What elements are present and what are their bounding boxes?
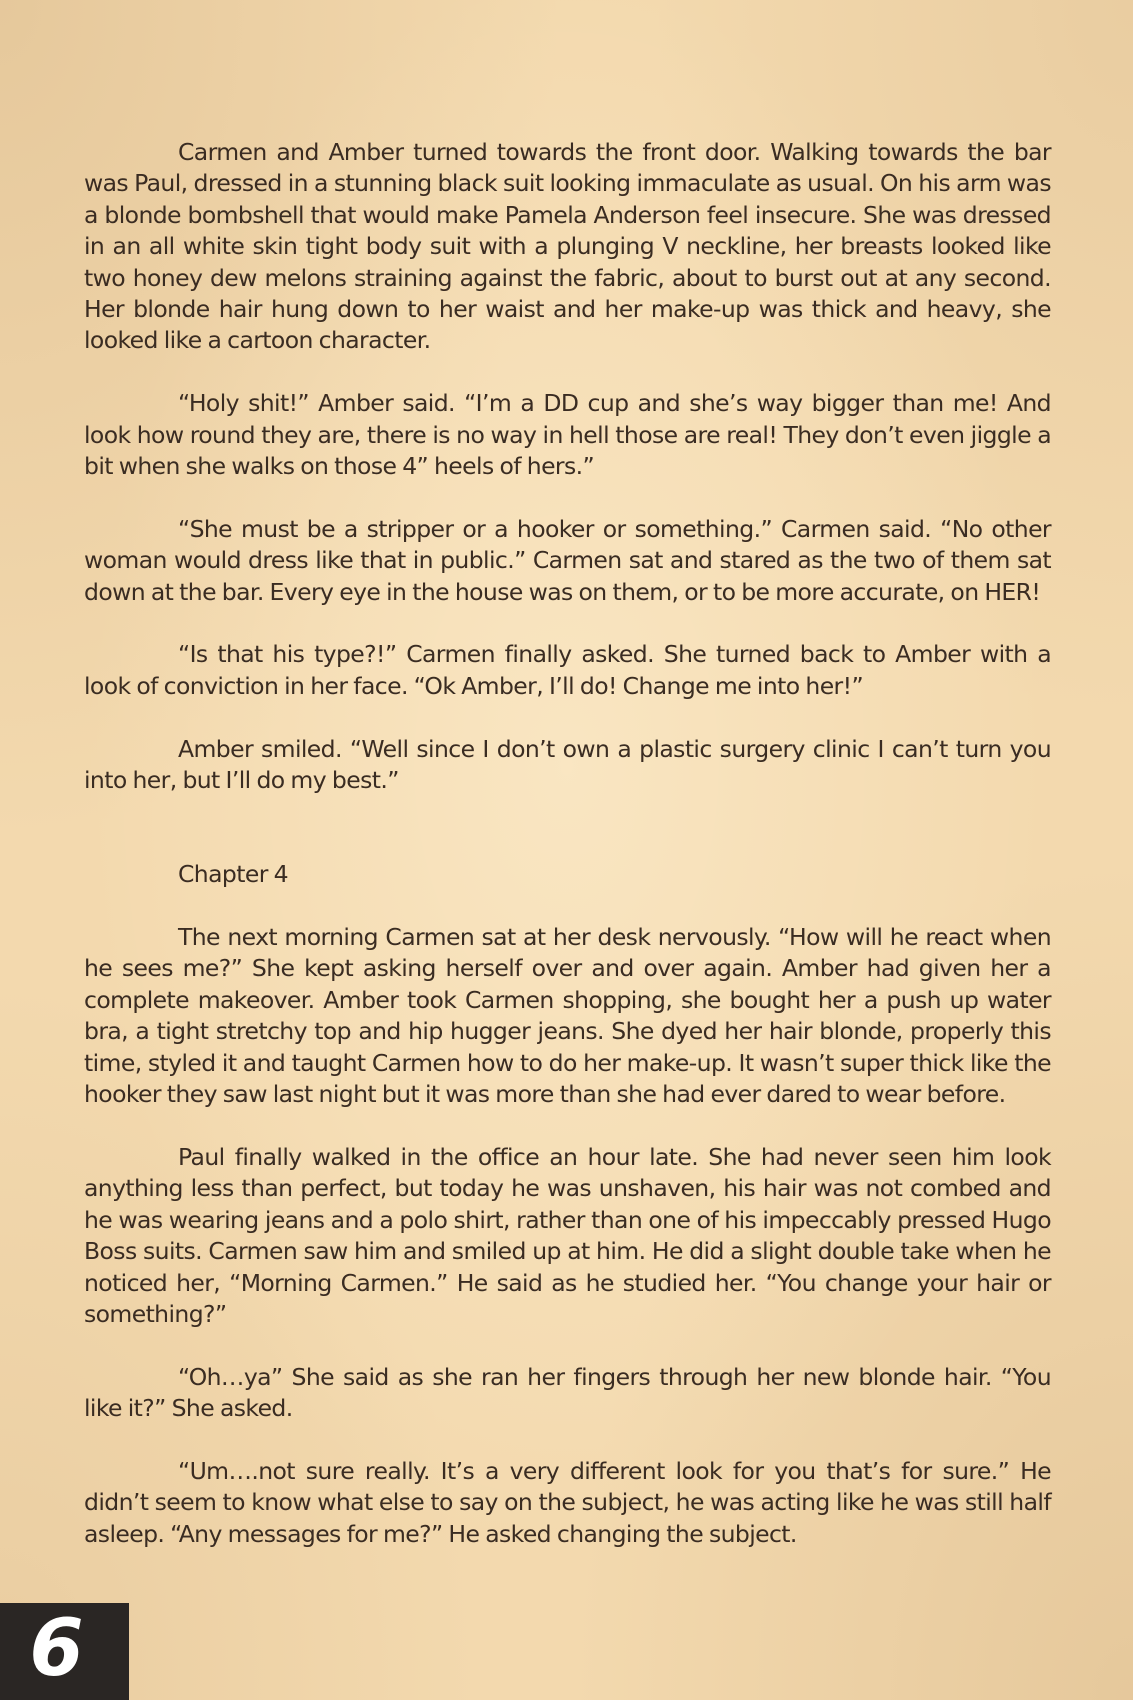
- chapter-heading: Chapter 4: [178, 860, 288, 889]
- paragraph: Amber smiled. “Well since I don’t own a plastic surgery clinic I can’t turn you into her, but I’ll do my best.”: [84, 734, 1051, 795]
- paragraph: Paul finally walked in the office an hour late. She had never seen him look anything less than perfect, but today he was unshaven, his hair was not combed and he was wearing jeans and a polo shirt, rather than one of his impeccably pressed Hugo Boss suits. Carmen saw him and smiled up at him. He did a slight double take when he noticed her, “Morning Carmen.” He said as he studied her. “You change your hair or something?”: [84, 1142, 1051, 1328]
- page-number-badge: [0, 1603, 129, 1700]
- paragraph: The next morning Carmen sat at her desk nervously. “How will he react when he sees me?” She kept asking herself over and over again. Amber had given her a complete makeover. Amber took Carmen shopping, she bought her a push up water bra, a tight stretchy top and hip hugger jeans. She dyed her hair blonde, properly this time, styled it and taught Carmen how to do her make-up. It wasn’t super thick like the hooker they saw last night but it was more than she had ever dared to wear before.: [84, 923, 1051, 1109]
- page-body-text: [84, 137, 1051, 1582]
- chapter-spacer: [84, 828, 1051, 859]
- paragraph: Carmen and Amber turned towards the front door. Walking towards the bar was Paul, dressed in a stunning black suit looking immaculate as usual. On his arm was a blonde bombshell that would make Pamela Anderson feel insecure. She was dressed in an all white skin tight body suit with a plunging V neckline, her breasts looked like two honey dew melons straining against the fabric, about to burst out at any second. Her blonde hair hung down to her waist and her make-up was thick and heavy, she looked like a cartoon character.: [84, 138, 1051, 355]
- page-number: 6: [29, 1603, 84, 1694]
- paragraph: “Is that his type?!” Carmen finally asked. She turned back to Amber with a look of conviction in her face. “Ok Amber, I’ll do! Change me into her!”: [84, 640, 1051, 700]
- paragraph: “She must be a stripper or a hooker or something.” Carmen said. “No other woman would dress like that in public.” Carmen sat and stared as the two of them sat down at the bar. Every eye in the house was on them, or to be more accurate, on HER!: [84, 514, 1051, 606]
- paragraph: “Oh…ya” She said as she ran her fingers through her new blonde hair. “You like it?” She asked.: [84, 1362, 1051, 1423]
- paragraph: “Um….not sure really. It’s a very different look for you that’s for sure.” He didn’t seem to know what else to say on the subject, he was acting like he was still half asleep. “Any messages for me?” He asked changing the subject.: [84, 1456, 1051, 1548]
- paragraph: “Holy shit!” Amber said. “I’m a DD cup and she’s way bigger than me! And look how round they are, there is no way in hell those are real! They don’t even jiggle a bit when she walks on those 4” heels of hers.”: [84, 389, 1051, 481]
